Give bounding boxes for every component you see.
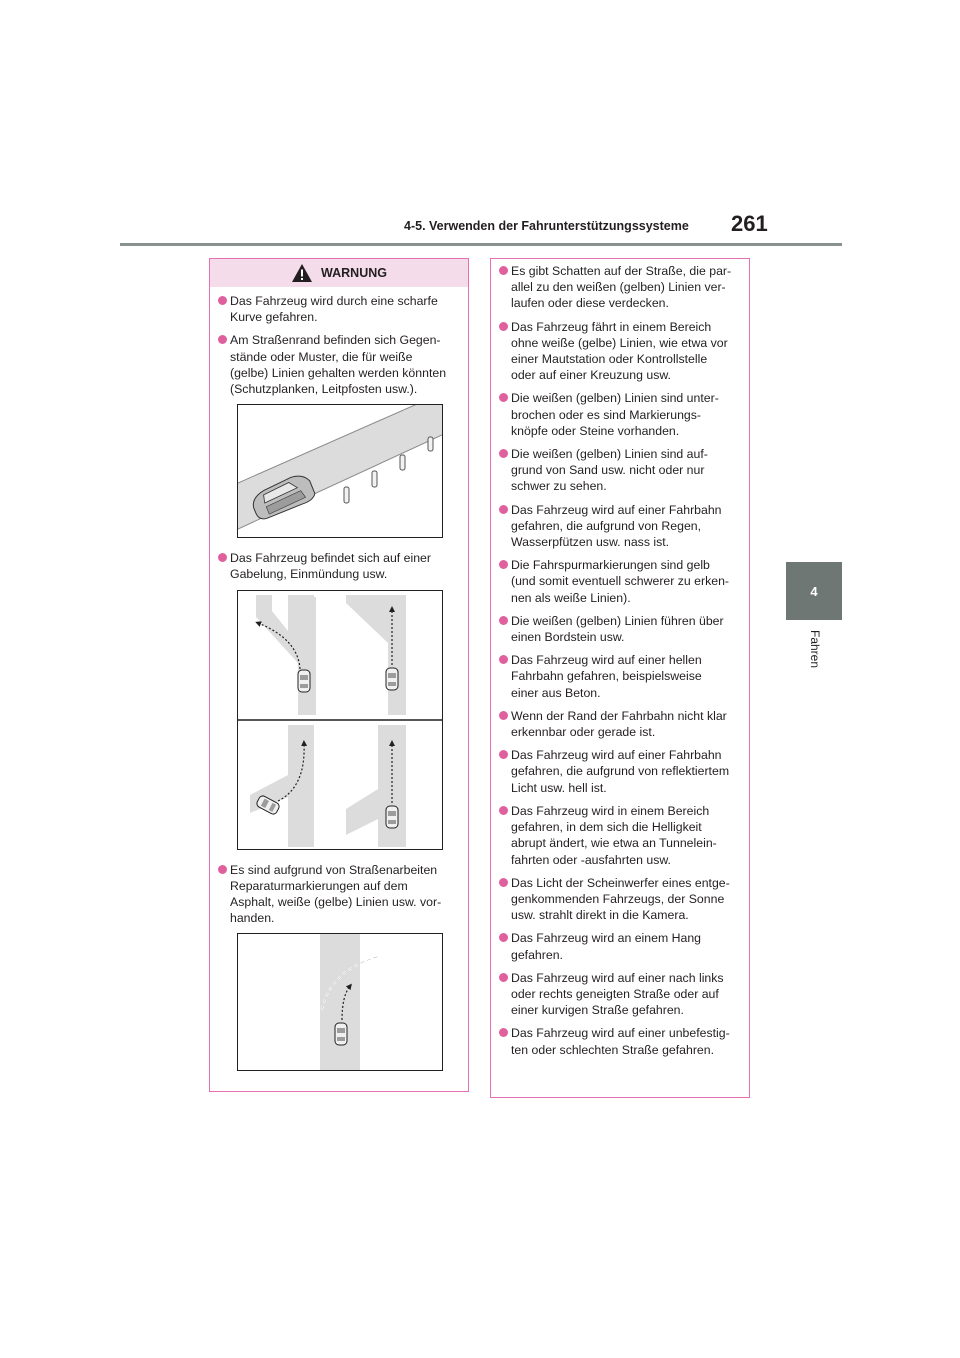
list-item bbox=[218, 293, 460, 325]
bullet-icon bbox=[218, 335, 227, 344]
bullet-icon bbox=[499, 505, 508, 514]
warning-header bbox=[210, 259, 468, 287]
list-item-text: Das Fahrzeug wird an einem Hang gefahren. bbox=[511, 931, 702, 962]
bullet-icon bbox=[499, 322, 508, 331]
list-item bbox=[499, 803, 741, 868]
conditions-list bbox=[491, 259, 749, 1058]
list-item bbox=[499, 708, 741, 740]
list-item-text: Das Fahrzeug wird auf einer unbefestig- ten oder schlechten Straße gefahren. bbox=[511, 1026, 730, 1057]
bullet-icon bbox=[218, 296, 227, 305]
bullet-icon bbox=[499, 393, 508, 402]
warning-triangle-icon bbox=[291, 263, 313, 283]
list-item-text: Das Fahrzeug befindet sich auf einer Gabelung, Einmündung usw. bbox=[230, 551, 431, 582]
list-item bbox=[218, 332, 460, 397]
list-item-text: Das Fahrzeug fährt in einem Bereich ohne weiße (gelbe) Linien, wie etwa vor einer Mautstation oder Kontrollstelle oder auf einer Kreuzung usw. bbox=[511, 319, 728, 383]
list-item-text: Das Fahrzeug wird in einem Bereich gefahren, in dem sich die Helligkeit abrupt ändert, wie etwa an Tunnelein- fahrten oder -ausfahrten usw. bbox=[511, 803, 717, 867]
bullet-icon bbox=[499, 266, 508, 275]
list-item-text: Wenn der Rand der Fahrbahn nicht klar erkennbar oder gerade ist. bbox=[511, 708, 727, 740]
list-item bbox=[499, 263, 741, 312]
conditions-box bbox=[490, 258, 750, 1098]
list-item bbox=[499, 390, 741, 439]
illustration-roadside-posts bbox=[237, 404, 443, 538]
list-item bbox=[499, 930, 741, 962]
page-number: 261 bbox=[731, 211, 768, 236]
bullet-icon bbox=[499, 560, 508, 569]
list-item bbox=[218, 550, 460, 582]
list-item bbox=[499, 319, 741, 384]
list-item bbox=[499, 502, 741, 551]
bullet-icon bbox=[499, 711, 508, 720]
list-item-text: Das Fahrzeug wird durch eine scharfe Kurve gefahren. bbox=[230, 294, 438, 325]
warning-list bbox=[210, 287, 468, 1071]
illustration-road-fork bbox=[237, 590, 443, 850]
list-item-text: Die weißen (gelben) Linien sind unter- brochen oder es sind Markierungs- knöpfe oder Steine vorhanden. bbox=[511, 391, 719, 438]
list-item-text: Die Fahrspurmarkierungen sind gelb (und somit eventuell schwerer zu erken- nen als weiße Linien). bbox=[511, 558, 730, 605]
list-item-text: Die weißen (gelben) Linien führen über einen Bordstein usw. bbox=[511, 613, 724, 645]
bullet-icon bbox=[499, 655, 508, 664]
list-item-text: Das Fahrzeug wird auf einer Fahrbahn gefahren, die aufgrund von reflektiertem Licht usw. hell ist. bbox=[511, 748, 730, 795]
list-item-text: Die weißen (gelben) Linien sind auf- grund von Sand usw. nicht oder nur schwer zu sehen. bbox=[511, 447, 708, 494]
list-item bbox=[499, 613, 741, 645]
list-item bbox=[499, 875, 741, 924]
list-item-text: Das Fahrzeug wird auf einer hellen Fahrbahn gefahren, beispielsweise einer aus Beton. bbox=[511, 653, 702, 700]
list-item bbox=[499, 970, 741, 1019]
bullet-icon bbox=[499, 878, 508, 887]
header-title: 4-5. Verwenden der Fahrunterstützungssysteme bbox=[404, 219, 689, 233]
bullet-icon bbox=[499, 616, 508, 625]
list-item bbox=[499, 652, 741, 701]
list-item-text: Das Licht der Scheinwerfer eines entge- genkommenden Fahrzeugs, der Sonne usw. strahlt direkt in die Kamera. bbox=[511, 875, 730, 923]
bullet-icon bbox=[499, 933, 508, 942]
warning-title: WARNUNG bbox=[321, 266, 387, 280]
list-item-text: Das Fahrzeug wird auf einer Fahrbahn gefahren, die aufgrund von Regen, Wasserpfützen usw. nass ist. bbox=[511, 502, 722, 550]
chapter-label: Fahren bbox=[808, 630, 822, 669]
bullet-icon bbox=[499, 449, 508, 458]
list-item bbox=[218, 862, 460, 927]
list-item bbox=[499, 747, 741, 796]
header-rule bbox=[120, 243, 842, 246]
chapter-tab: 4 bbox=[786, 562, 842, 620]
warning-box bbox=[209, 258, 469, 1092]
bullet-icon bbox=[499, 806, 508, 815]
bullet-icon bbox=[218, 553, 227, 562]
list-item-text: Das Fahrzeug wird auf einer nach links oder rechts geneigten Straße oder auf einer kurvigen Straße gefahren. bbox=[511, 970, 724, 1018]
list-item bbox=[499, 557, 741, 606]
bullet-icon bbox=[499, 1028, 508, 1037]
list-item-text: Es sind aufgrund von Straßenarbeiten Reparaturmarkierungen auf dem Asphalt, weiße (gelbe) Linien usw. vor- handen. bbox=[230, 862, 442, 926]
bullet-icon bbox=[218, 865, 227, 874]
list-item bbox=[499, 1025, 741, 1057]
bullet-icon bbox=[499, 750, 508, 759]
list-item-text: Es gibt Schatten auf der Straße, die par- allel zu den weißen (gelben) Linien ver- laufen oder diese verdecken. bbox=[511, 264, 732, 311]
illustration-repair-markings bbox=[237, 933, 443, 1071]
list-item bbox=[499, 446, 741, 495]
list-item-text: Am Straßenrand befinden sich Gegen- stände oder Muster, die für weiße (gelbe) Linien gehalten werden könnten (Schutzplanken, Leitpfosten usw.). bbox=[230, 333, 447, 397]
bullet-icon bbox=[499, 973, 508, 982]
